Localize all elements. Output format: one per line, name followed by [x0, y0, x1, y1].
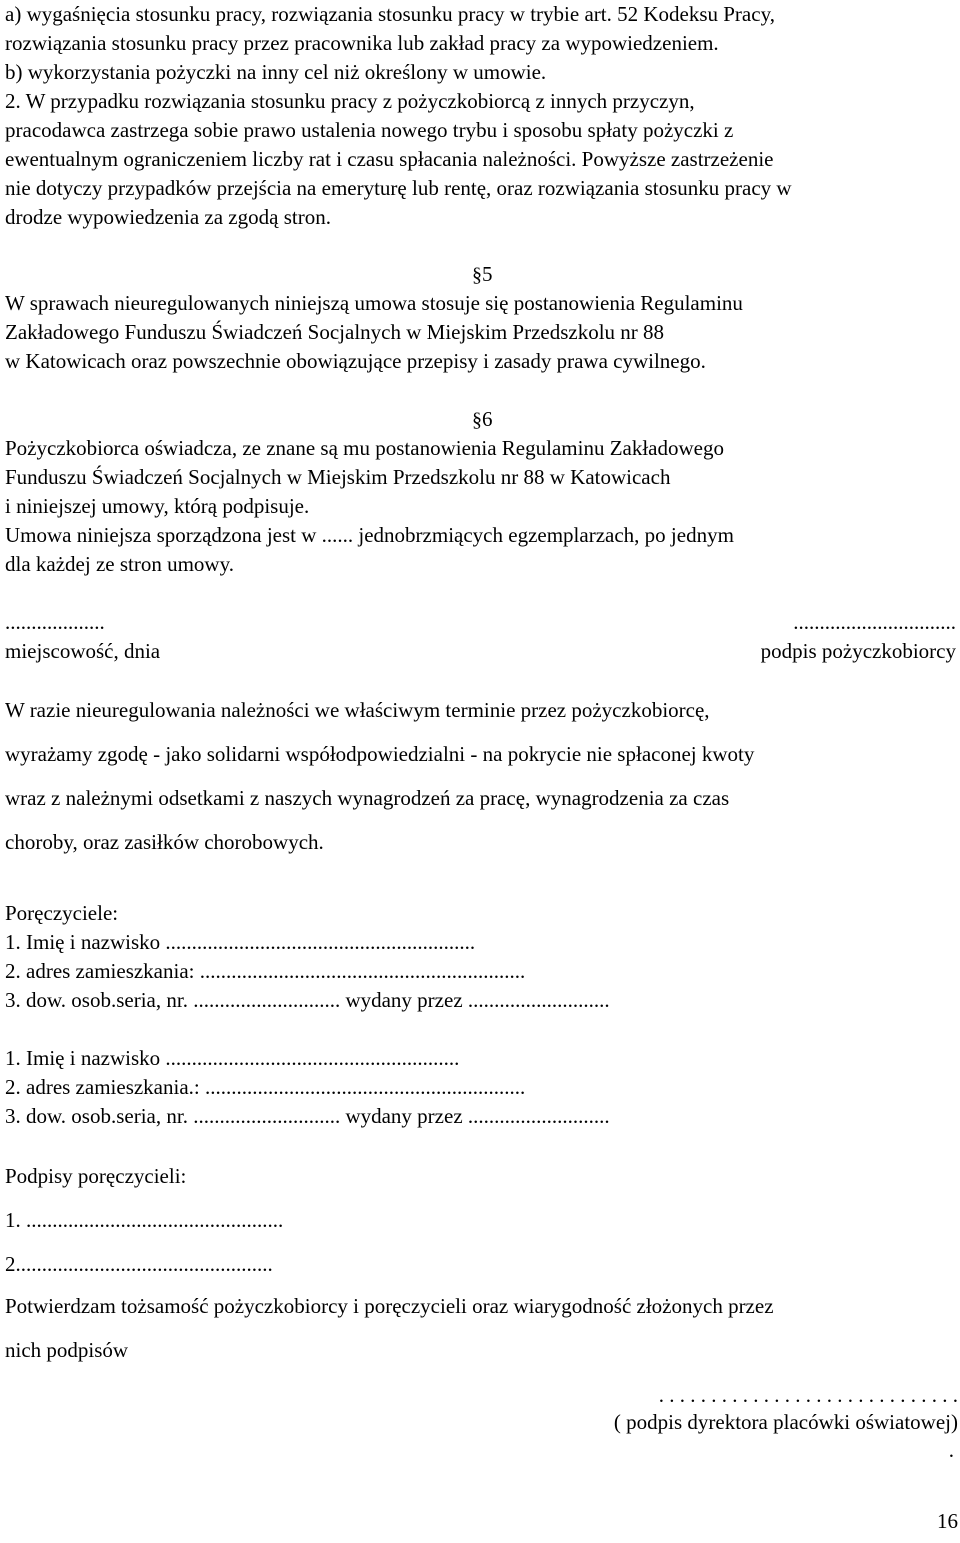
- para2-line-4: nie dotyczy przypadków przejścia na emeryturę lub rentę, oraz rozwiązania stosunku pracy w: [5, 176, 792, 200]
- guarantee-line-1: W razie nieuregulowania należności we właściwym terminie przez pożyczkobiorcę,: [5, 698, 710, 722]
- sec6-line-1: Pożyczkobiorca oświadcza, ze znane są mu postanowienia Regulaminu Zakładowego: [5, 436, 724, 460]
- place-date-dots: ...................: [5, 610, 105, 634]
- guarantee-line-3: wraz z należnymi odsetkami z naszych wynagrodzeń za pracę, wynagrodzenia za czas: [5, 786, 730, 810]
- guarantor-signature-1: 1. .................................................: [5, 1208, 284, 1232]
- sec5-line-2: Zakładowego Funduszu Świadczeń Socjalnych w Miejskim Przedszkolu nr 88: [5, 320, 665, 344]
- intro-line-2: rozwiązania stosunku pracy przez pracownika lub zakład pracy za wypowiedzeniem.: [5, 31, 719, 55]
- section-6-heading: §6: [472, 407, 493, 431]
- confirm-line-1: Potwierdzam tożsamość pożyczkobiorcy i poręczycieli oraz wiarygodność złożonych przez: [5, 1294, 774, 1318]
- guarantor1-name: 1. Imię i nazwisko ...........................................................: [5, 930, 476, 954]
- guarantor2-name: 1. Imię i nazwisko ........................................................: [5, 1046, 460, 1070]
- page-number: 16: [937, 1509, 958, 1533]
- section-5-heading: §5: [472, 262, 493, 286]
- borrower-signature-dots: ...............................: [793, 610, 956, 634]
- intro-line-3: b) wykorzystania pożyczki na inny cel niż określony w umowie.: [5, 60, 547, 84]
- guarantors-heading: Poręczyciele:: [5, 901, 119, 925]
- intro-line-1: a) wygaśnięcia stosunku pracy, rozwiązania stosunku pracy w trybie art. 52 Kodeksu Pracy,: [5, 2, 775, 26]
- director-signature-label: ( podpis dyrektora placówki oświatowej): [613, 1410, 958, 1434]
- signatures-heading: Podpisy poręczycieli:: [5, 1164, 187, 1188]
- guarantee-line-2: wyrażamy zgodę - jako solidarni współodpowiedzialni - na pokrycie nie spłaconej kwoty: [5, 742, 755, 766]
- para2-line-5: drodze wypowiedzenia za zgodą stron.: [5, 205, 331, 229]
- para2-line-2: pracodawca zastrzega sobie prawo ustalenia nowego trybu i sposobu spłaty pożyczki z: [5, 118, 734, 142]
- guarantor2-id: 3. dow. osob.seria, nr. ............................ wydany przez ...........................: [5, 1104, 610, 1128]
- guarantee-line-4: choroby, oraz zasiłków chorobowych.: [5, 830, 324, 854]
- sec6-line-5: dla każdej ze stron umowy.: [5, 552, 234, 576]
- director-signature-dots: . . . . . . . . . . . . . . . . . . . . . . . . . . . . .: [658, 1383, 958, 1407]
- sec6-line-4: Umowa niniejsza sporządzona jest w ...... jednobrzmiących egzemplarzach, po jednym: [5, 523, 734, 547]
- trailing-dot: .: [948, 1438, 954, 1462]
- borrower-signature-label: podpis pożyczkobiorcy: [760, 639, 956, 663]
- guarantor1-address: 2. adres zamieszkania: ..............................................................: [5, 959, 526, 983]
- sec6-line-3: i niniejszej umowy, którą podpisuje.: [5, 494, 310, 518]
- guarantor2-address: 2. adres zamieszkania.: .............................................................: [5, 1075, 526, 1099]
- para2-line-1: 2. W przypadku rozwiązania stosunku pracy z pożyczkobiorcą z innych przyczyn,: [5, 89, 695, 113]
- confirm-line-2: nich podpisów: [5, 1338, 129, 1362]
- sec6-line-2: Funduszu Świadczeń Socjalnych w Miejskim Przedszkolu nr 88 w Katowicach: [5, 465, 671, 489]
- para2-line-3: ewentualnym ograniczeniem liczby rat i czasu spłacania należności. Powyższe zastrzeżenie: [5, 147, 774, 171]
- guarantor-signature-2: 2.................................................: [5, 1252, 273, 1276]
- guarantor1-id: 3. dow. osob.seria, nr. ............................ wydany przez ...........................: [5, 988, 610, 1012]
- sec5-line-1: W sprawach nieuregulowanych niniejszą umowa stosuje się postanowienia Regulaminu: [5, 291, 743, 315]
- place-date-label: miejscowość, dnia: [5, 639, 161, 663]
- sec5-line-3: w Katowicach oraz powszechnie obowiązujące przepisy i zasady prawa cywilnego.: [5, 349, 706, 373]
